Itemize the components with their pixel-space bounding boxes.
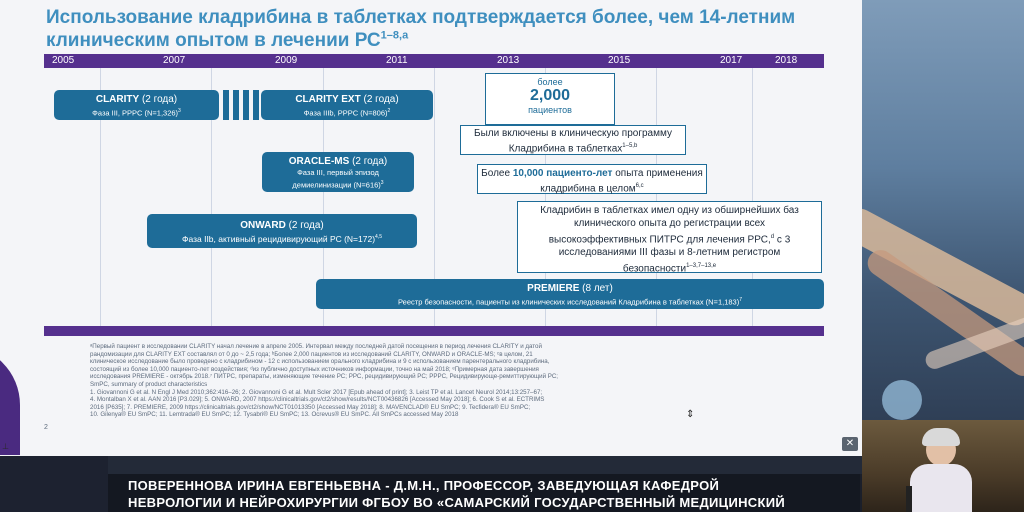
footnote-line: рандомизации для CLARITY EXT составлял от 0 до ~ 2,5 года; ᵇБолее 2,000 пациентов из исследований CLARITY, ONWARD и ORACLE-MS; ᶜв целом, 21 — [90, 350, 533, 358]
slide-corner-mark: ⊥ — [2, 442, 9, 451]
speaker-caption — [108, 474, 860, 512]
cursor-icon: ⇕ — [686, 409, 695, 420]
year-label: 2017 — [720, 55, 743, 66]
timeline-gap-stripe — [253, 90, 259, 120]
footnote-line: 10. Gilenya® EU SmPC; 11. Lemtrada® EU SmPC; 12. Tysabri® EU SmPC; 13. Ocrevus® EU SmPC. All SmPCs accessed May 2018 — [90, 411, 459, 419]
footnote-line: 4. Montalban X et al. AAN 2016 [P3.029]; 5. ONWARD, 2007 https://clinicaltrials.gov/ct2/show/results/NCT00436826 [Accessed May 2018]; 6. Cook S et al. ECTRIMS — [90, 396, 545, 404]
speaker-webcam — [862, 420, 1024, 512]
timeline-gap-stripe — [233, 90, 239, 120]
caption-line: ПОВЕРЕННОВА ИРИНА ЕВГЕНЬЕВНА - Д.М.Н., ПРОФЕССОР, ЗАВЕДУЮЩАЯ КАФЕДРОЙ — [128, 478, 720, 493]
patients-count-box: более 2,000 пациентов — [485, 73, 615, 125]
slide-title: Использование кладрибина в таблетках подтверждается более, чем 14-летним клиническим опытом в лечении РС$^{1-8,a}$ — [46, 7, 796, 51]
footnote-line: ᵃПервый пациент в исследовании CLARITY начал лечение в апреле 2005. Интервал между последней датой посещения в период лечения CLARITY и датой — [90, 343, 542, 350]
bottom-left-background — [0, 456, 108, 512]
year-label: 2011 — [386, 55, 408, 66]
study-box-clarity: CLARITY (2 года) Фаза III, РРРС (N=1,326)$^3$ — [54, 90, 219, 120]
footnote-line: 1. Giovannoni G et al. N Engl J Med 2010;362:416–26; 2. Giovannoni G et al. Mult Scler 2017 [Epub ahead of print]; 3. Leist TP et al. Lancet Neurol 2014;13:257–67; — [90, 388, 543, 396]
timeline-bottom-bar — [44, 326, 824, 336]
registry-experience-box: Кладрибин в таблетках имел одну из обширнейших баз клинического опыта до регистрации всех высокоэффективных ПИТРС для лечения РРС,$^d$ с 3 исследованиями III фазы и 8-летним регистром безопасности$^{1-3,7-13,e}$ — [517, 201, 822, 273]
timeline-gap-stripe — [243, 90, 249, 120]
neuron-background-image — [862, 0, 1024, 420]
speaker-hair — [922, 428, 960, 446]
footnote-line: SmPC, summary of product characteristics — [90, 380, 208, 388]
bottom-strip — [108, 456, 862, 474]
study-box-onward: ONWARD (2 года) Фаза IIb, активный рецидивирующий РС (N=172)$^{4,5}$ — [147, 214, 417, 248]
timeline-year-bar — [44, 54, 824, 68]
study-box-premiere: PREMIERE (8 лет) Реестр безопасности, пациенты из клинических исследований Кладрибина в таблетках (N=1,183)$^7$ — [316, 279, 824, 309]
timeline-gap-stripe — [223, 90, 229, 120]
footnote-line: состоящий из более 10,000 пациенто-лет воздействия; ᵈиз публично доступных источников информации, точно на май 2018; ᵉПримерная дата завершения — [90, 365, 539, 373]
year-label: 2009 — [275, 55, 298, 66]
caption-line: НЕВРОЛОГИИ И НЕЙРОХИРУРГИИ ФГБОУ ВО «САМАРСКИЙ ГОСУДАРСТВЕННЫЙ МЕДИЦИНСКИЙ — [128, 495, 786, 510]
study-box-clarity-ext: CLARITY EXT (2 года) Фаза IIIb, РРРС (N=806)$^2$ — [261, 90, 433, 120]
patient-years-box: Более 10,000 пациенто-лет опыта применения кладрибина в целом$^{6,c}$ — [477, 164, 707, 194]
year-label: 2013 — [497, 55, 520, 66]
year-label: 2007 — [163, 55, 186, 66]
patients-program-box: Были включены в клиническую программу Кладрибина в таблетках$^{1-5,b}$ — [460, 125, 686, 155]
microphone — [906, 486, 912, 512]
year-label: 2005 — [52, 55, 75, 66]
close-icon[interactable]: ✕ — [842, 437, 858, 451]
decorative-corner-shape — [0, 345, 20, 455]
footnotes — [90, 343, 710, 419]
page-number: 2 — [44, 424, 48, 431]
study-box-oracle-ms: ORACLE-MS (2 года) Фаза III, первый эпизод демиелинизации (N=616)$^3$ — [262, 152, 414, 192]
speaker-clothing — [910, 464, 972, 512]
year-label: 2018 — [775, 55, 798, 66]
neuron-cell — [882, 380, 922, 420]
footnote-line: исследования PREMIERE - октябрь 2018.⁷ ПИТРС, препараты, изменяющие течение РС; РРС, рецидивирующий РС; РРРС, Рецидивирующе-ремиттирующий РС; — [90, 373, 559, 381]
footnote-line: клиническое исследование было проведено с кладрибином - 12 с использованием орального кладрибина и 9 с использованием парентерального кладрибина, — [90, 358, 550, 366]
year-label: 2015 — [608, 55, 631, 66]
footnote-line: 2016 [P635]; 7. PREMIERE, 2009 https://clinicaltrials.gov/ct2/show/NCT01013350 [Accessed May 2018]; 8. MAVENCLAD® EU SmPC; 9. Tecfidera® EU SmPC; — [90, 403, 531, 411]
